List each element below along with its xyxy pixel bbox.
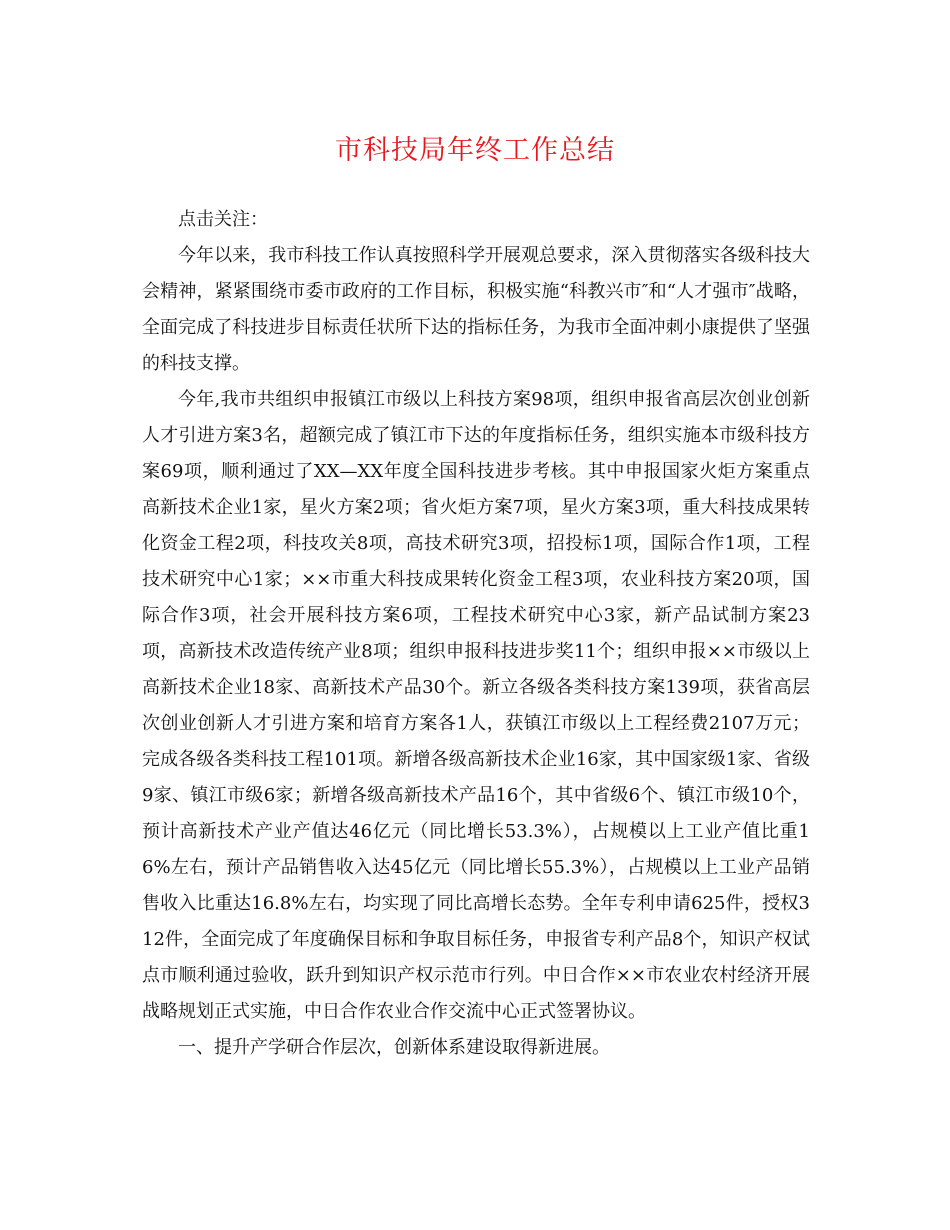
document-title: 市科技局年终工作总结 [335,135,615,166]
paragraph-intro: 今年以来，我市科技工作认真按照科学开展观总要求，深入贯彻落实各级科技大会精神，紧紧围绕市委市政府的工作目标，积极实施“科教兴市″和“人才强市″战略，全面完成了科技进步目标责任状所下达的指标任务，为我市全面冲刺小康提供了坚强的科技支撑。 [142,245,810,374]
paragraph-section-heading: 一、提升产学研合作层次，创新体系建设取得新进展。 [178,1037,610,1058]
paragraph-follow: 点击关注： [178,209,268,230]
document-body [142,202,810,1066]
paragraph-achievements: 今年,我市共组织申报镇江市级以上科技方案98项，组织申报省高层次创业创新人才引进方案3名，超额完成了镇江市下达的年度指标任务，组织实施本市级科技方案69项，顺利通过了XX—XX年度全国科技进步考核。其中申报国家火炬方案重点高新技术企业1家，星火方案2项；省火炬方案7项，星火方案3项，重大科技成果转化资金工程2项，科技攻关8项，高技术研究3项，招投标1项，国际合作1项，工程技术研究中心1家；××市重大科技成果转化资金工程3项，农业科技方案20项，国际合作3项，社会开展科技方案6项，工程技术研究中心3家，新产品试制方案23项，高新技术改造传统产业8项；组织申报科技进步奖11个；组织申报××市级以上高新技术企业18家、高新技术产品30个。新立各级各类科技方案139项，获省高层次创业创新人才引进方案和培育方案各1人，获镇江市级以上工程经费2107万元；完成各级各类科技工程101项。新增各级高新技术企业16家，其中国家级1家、省级9家、镇江市级6家；新增各级高新技术产品16个，其中省级6个、镇江市级10个，预计高新技术产业产值达46亿元（同比增长53.3%），占规模以上工业产值比重16%左右，预计产品销售收入达45亿元（同比增长55.3%），占规模以上工业产品销售收入比重达16.8%左右，均实现了同比高增长态势。全年专利申请625件，授权312件，全面完成了年度确保目标和争取目标任务，申报省专利产品8个，知识产权试点市顺利通过验收，跃升到知识产权示范市行列。中日合作××市农业农村经济开展战略规划正式实施，中日合作农业合作交流中心正式签署协议。 [142,389,810,1022]
